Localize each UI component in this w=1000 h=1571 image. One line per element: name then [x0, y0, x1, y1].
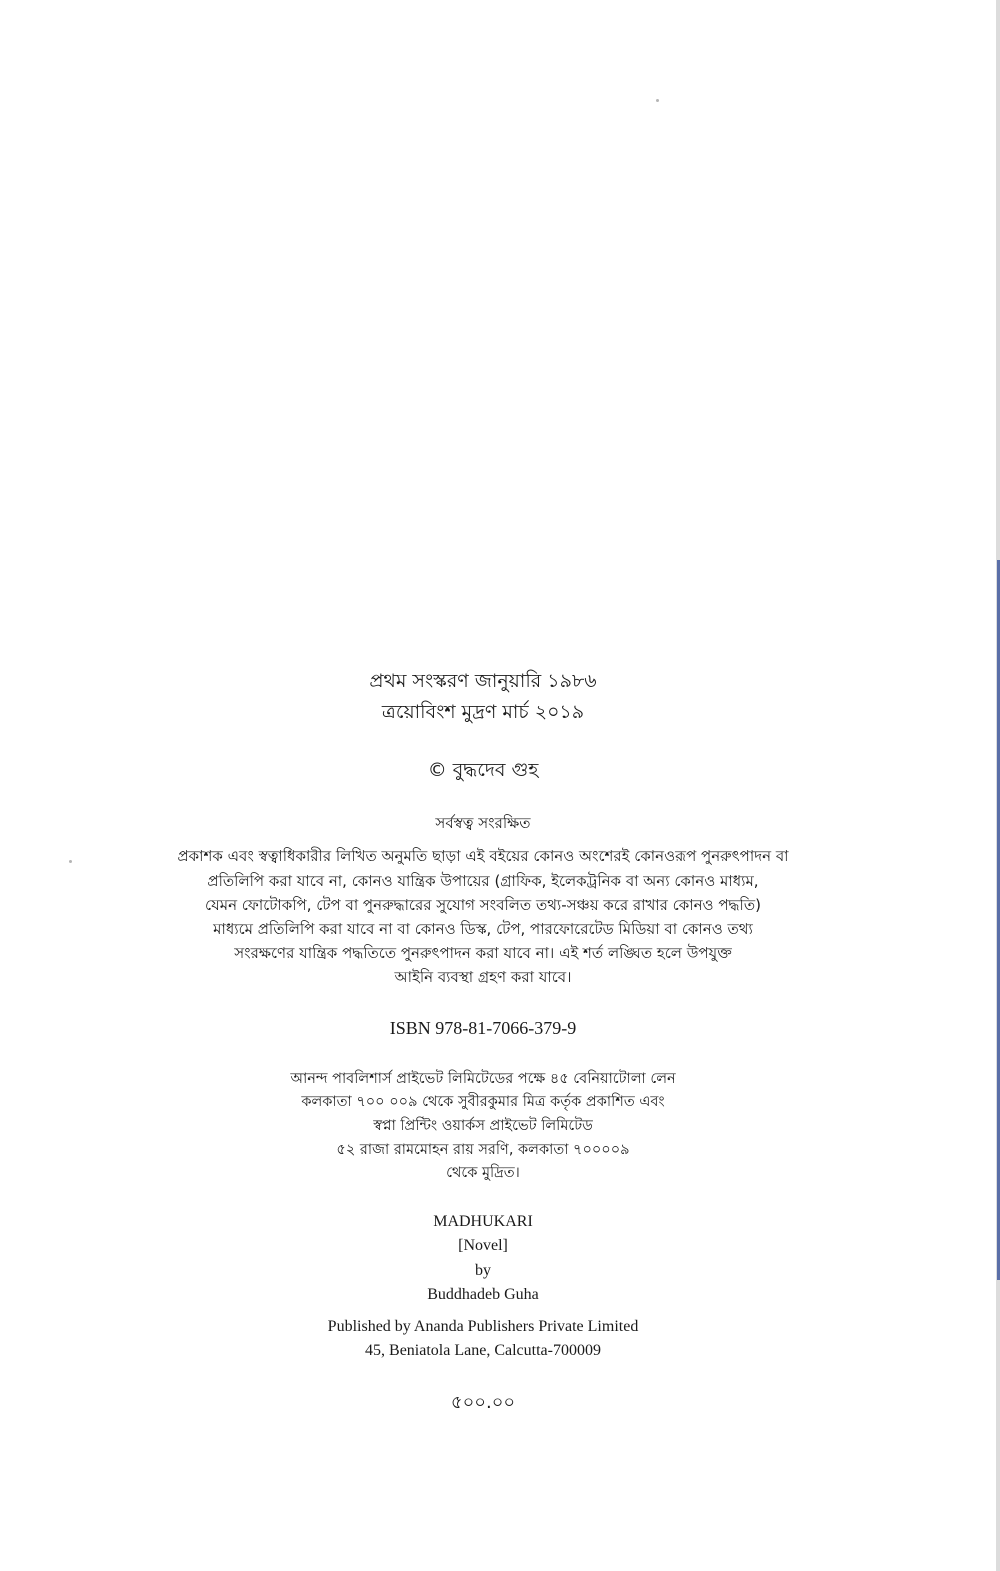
isbn: ISBN 978-81-7066-379-9 — [389, 1018, 577, 1038]
rights-text-line: মাধ্যমে প্রতিলিপি করা যাবে না বা কোনও ডিস্ক, টেপ, পারফোরেটেড মিডিয়া বা কোনও তথ্য — [213, 920, 753, 938]
english-title: MADHUKARI — [433, 1213, 533, 1230]
rights-text-line: প্রকাশক এবং স্বত্বাধিকারীর লিখিত অনুমতি ছাড়া এই বইয়ের কোনও অংশেরই কোনওরূপ পুনরুৎপাদন বা — [177, 847, 789, 865]
publisher-bn-line: কলকাতা ৭০০ ০০৯ থেকে সুবীরকুমার মিত্র কর্তৃক প্রকাশিত এবং — [301, 1094, 665, 1110]
rights-text-line: প্রতিলিপি করা যাবে না, কোনও যান্ত্রিক উপায়ের (গ্রাফিক, ইলেকট্রনিক বা অন্য কোনও মাধ্যম, — [207, 872, 759, 890]
publisher-bn-line: আনন্দ পাবলিশার্স প্রাইভেট লিমিটেডের পক্ষে ৪৫ বেনিয়াটোলা লেন — [290, 1071, 676, 1087]
printing-line: ত্রয়োবিংশ মুদ্রণ মার্চ ২০১৯ — [381, 701, 585, 723]
price: ৫০০.০০ — [450, 1392, 516, 1413]
english-author: Buddhadeb Guha — [427, 1286, 539, 1303]
english-address: 45, Beniatola Lane, Calcutta-700009 — [365, 1342, 601, 1359]
rights-reserved-title: সর্বস্বত্ব সংরক্ষিত — [435, 814, 531, 832]
english-by: by — [475, 1262, 491, 1279]
english-publisher: Published by Ananda Publishers Private Limited — [327, 1318, 639, 1335]
publisher-bn-line: স্বপ্না প্রিন্টিং ওয়ার্কস প্রাইভেট লিমিটেড — [373, 1118, 593, 1134]
english-genre: [Novel] — [458, 1237, 508, 1254]
publisher-bn-line: ৫২ রাজা রামমোহন রায় সরণি, কলকাতা ৭০০০০৯ — [336, 1142, 630, 1158]
copyright-notice: © বুদ্ধদেব গুহ — [427, 759, 539, 781]
first-edition-line: প্রথম সংস্করণ জানুয়ারি ১৯৮৬ — [369, 670, 597, 692]
rights-text-line: যেমন ফোটোকপি, টেপ বা পুনরুদ্ধারের সুযোগ সংবলিত তথ্য-সঞ্চয় করে রাখার কোনও পদ্ধতি) — [205, 896, 761, 914]
rights-text-line: আইনি ব্যবস্থা গ্রহণ করা যাবে। — [394, 968, 572, 986]
rights-text-line: সংরক্ষণের যান্ত্রিক পদ্ধতিতে পুনরুৎপাদন করা যাবে না। এই শর্ত লঙ্ঘিত হলে উপযুক্ত — [234, 944, 732, 962]
publisher-bn-line: থেকে মুদ্রিত। — [446, 1165, 520, 1181]
paper-speck — [656, 99, 659, 102]
